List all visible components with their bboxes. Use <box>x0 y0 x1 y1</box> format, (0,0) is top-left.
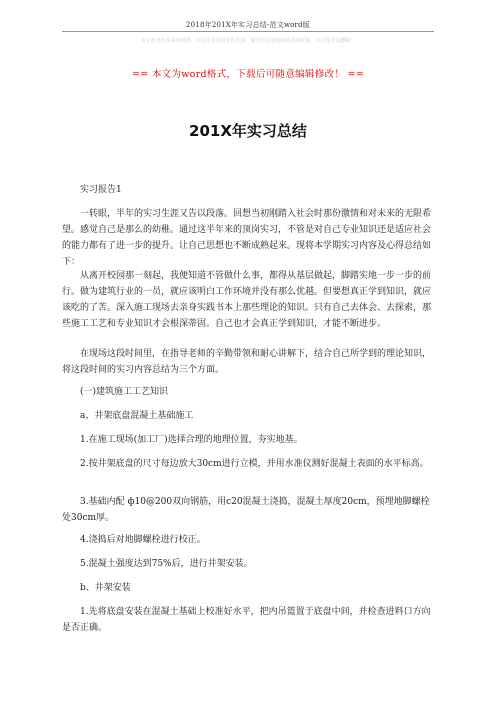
paragraph-summary: 在现场这段时间里，在指导老师的辛勤带领和耐心讲解下，结合自己所学到的理论知识，将这段时间的实习内容总结为三个方面。 <box>62 349 432 375</box>
subsection-heading-a: a、井架底盘混凝土基础施工 <box>80 411 194 421</box>
step-a5: 5.混凝土强度达到75%后，进行井架安装。 <box>80 559 253 569</box>
disclaimer-text: 本文部分内容来自网络，本司不为其真实性负责，如有异议或侵权请及时联系，本司将予以删除！ <box>140 38 356 44</box>
step-a3: 3.基础内配 ф10@200双向钢筋，用c20混凝土浇捣，混凝土厚度20cm，预埋地脚螺栓处30cm厚。 <box>62 497 430 523</box>
subsection-heading-b: b、井架安装 <box>80 583 131 593</box>
report-heading: 实习报告1 <box>80 185 122 195</box>
section-heading: (一)建筑施工工艺知识 <box>80 387 169 397</box>
paragraph-intro: 一转眼，半年的实习生涯又告以段落。回想当初刚踏入社会时那份激情和对未来的无限希望。感觉自己是那么的幼稚。通过这半年来的顶岗实习，不管是对自己专业知识还是适应社会的能力都有了进一步的提升。让自己思想也不断成熟起来。现将本学期实习内容及心得总结如下： <box>62 209 432 267</box>
header-title: 2018年201X年实习总结-范文word版 <box>186 21 310 29</box>
edit-notice: == 本文为word格式，下载后可随意编辑修改！ == <box>132 69 364 80</box>
step-a4: 4.浇捣后对地脚螺栓进行校正。 <box>80 535 206 545</box>
document-title: 201X年实习总结 <box>189 122 307 140</box>
header-divider <box>62 31 434 32</box>
step-a1: 1.在施工现场(加工厂)选择合理的地理位置，夯实地基。 <box>80 435 303 445</box>
step-a2: 2.按井架底盘的尺寸每边放大30cm进行立模，并用水准仪测好混凝土表面的水平标高。 <box>80 459 429 469</box>
step-b1: 1.先将底盘安装在混凝土基础上校准好水平，把内吊篮置于底盘中间，并检查进料口方向是否正确。 <box>62 607 431 633</box>
paragraph-experience: 从离开校园那一刻起，我便知道不管做什么事，都得从基层做起，脚踏实地一步一步的前行。做为建筑行业的一员，就应该明白工作环境并没有那么优越。但要想真正学到知识，就应该吃的了苦。深入施工现场去亲身实践书本上那些理论的知识。只有自己去体会、去探索，那些施工工艺和专业知识才会根深蒂固。自己也才会真正学到知识，才能不断进步。 <box>62 271 432 329</box>
